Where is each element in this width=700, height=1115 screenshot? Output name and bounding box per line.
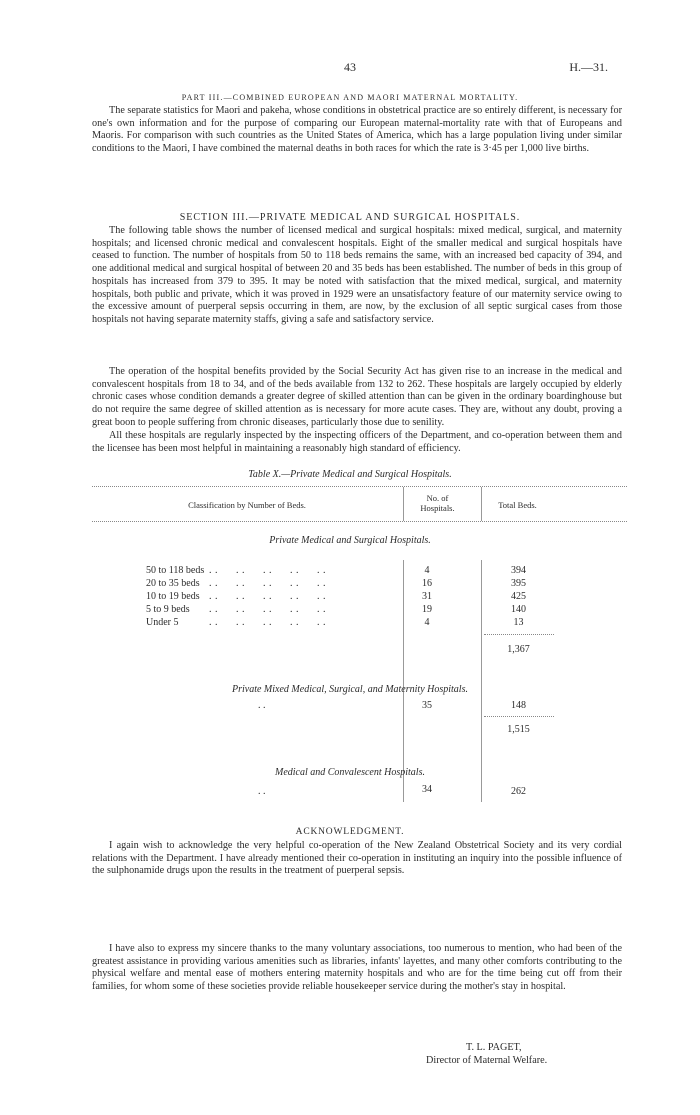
row-leader: . . . . . . . . . . <box>200 604 326 615</box>
row-hospitals: 4 <box>424 617 430 628</box>
table-top-rule <box>92 486 627 487</box>
signature-title: Director of Maternal Welfare. <box>426 1055 548 1066</box>
section-paragraph-1: The following table shows the number of licensed medical and surgical hospitals: mixed medical, surgical, and maternity hospitals; and licensed chronic medical and convalescent hospitals. Eight of the smaller medical and surgical hospitals have ceased to function. The number of hospitals from 50 to 118 beds remains the same, with an increased bed capacity of 394, and one additional medical and surgical hospital of between 20 and 35 beds has been established. The number of beds in this group of hospitals has increased from 379 to 395. It may be noted with satisfaction that the mixed medical, surgical, and maternity hospitals, both public and private, which it was proved in 1929 were an unsatisfactory feature of our maternity service owing to the excessive amount of puerperal sepsis occurring in them, are now, by the exclusion of all septic surgical cases from those hospitals not having separate maternity staffs, giving a safe and satisfactory service. <box>92 225 622 325</box>
row-label: 50 to 118 beds <box>146 565 205 576</box>
row-leader: . . . . . . . . . . <box>200 578 326 589</box>
section-paragraph-3: All these hospitals are regularly inspected by the inspecting officers of the Department, and co-operation between them and the licensee has been most helpful in maintaining a reasonably high standard of efficiency. <box>92 430 622 454</box>
row-hospitals: 19 <box>422 604 432 615</box>
col-sep-end-2 <box>481 780 482 802</box>
table-row <box>146 578 566 591</box>
row-beds: 394 <box>511 565 526 576</box>
header-hospitals: No. of Hospitals. <box>420 493 455 513</box>
acknowledgment-paragraph-1: I again wish to acknowledge the very helpful co-operation of the New Zealand Obstetrical Society and its very cordial relations with the Department. I have already mentioned their co-operation in instituting an inquiry into the possible influence of the sulphonamide drugs upon the results in the treatment of puerperal sepsis. <box>92 840 622 877</box>
group2-subtotal-rule <box>484 716 554 717</box>
table-row <box>146 617 566 630</box>
row-beds: 425 <box>511 591 526 602</box>
section-paragraph-2: The operation of the hospital benefits provided by the Social Security Act has given rise to an increase in the medical and convalescent hospitals from 18 to 34, and of the beds available from 132 to 262. These hospitals are largely occupied by elderly chronic cases whose condition demands a greater degree of skilled attention than can be given in the ordinary boardinghouse but do not require the same degree of skilled attention as is necessary for more acute cases. They are, without any doubt, proving a great boon to people suffering from chronic diseases, particularly those due to senility. <box>92 366 622 428</box>
group2-leader: . . <box>258 700 266 711</box>
table-row <box>146 604 566 617</box>
col-sep-2 <box>481 487 482 521</box>
group1-subtotal-rule <box>484 634 554 635</box>
signature-name: T. L. PAGET, <box>466 1042 522 1053</box>
table-caption: Table X.—Private Medical and Surgical Hospitals. <box>248 469 452 480</box>
row-beds: 395 <box>511 578 526 589</box>
document-reference: H.—31. <box>569 60 608 74</box>
acknowledgment-title: ACKNOWLEDGMENT. <box>295 827 405 837</box>
acknowledgment-paragraph-2: I have also to express my sincere thanks to the many voluntary associations, too numerous to mention, who had been of the greatest assistance in providing various amenities such as libraries, infants' layettes, and many other comforts contributing to the physical welfare and mental ease of mothers entering maternity hospitals and who are for the time being cut off from their families, for whom some of these societies provide reliable housekeeper service during the mother's stay in hospital. <box>92 943 622 993</box>
header-classification: Classification by Number of Beds. <box>188 500 306 510</box>
group2-title: Private Mixed Medical, Surgical, and Maternity Hospitals. <box>232 684 468 695</box>
group3-beds: 262 <box>511 786 526 797</box>
col-sep-end-1 <box>403 780 404 802</box>
row-leader: . . . . . . . . . . <box>200 591 326 602</box>
part-paragraph: The separate statistics for Maori and pakeha, whose conditions in obstetrical practice are so entirely different, is necessary for one's own information and for the purpose of comparing our European maternal-mortality rate with that of Europeans and Maoris. For comparison with such countries as the United States of America, which has a large population living under similar conditions to the Maori, I have combined the maternal deaths in both races for which the rate is 3·45 per 1,000 live births. <box>92 105 622 155</box>
row-beds: 140 <box>511 604 526 615</box>
row-label: 10 to 19 beds <box>146 591 200 602</box>
group1-title: Private Medical and Surgical Hospitals. <box>269 535 431 546</box>
group3-title: Medical and Convalescent Hospitals. <box>275 767 425 778</box>
header-total-beds: Total Beds. <box>498 500 537 510</box>
row-hospitals: 31 <box>422 591 432 602</box>
row-hospitals: 4 <box>424 565 430 576</box>
part-title: PART III.—COMBINED EUROPEAN AND MAORI MATERNAL MORTALITY. <box>181 93 519 102</box>
row-leader: . . . . . . . . . . <box>200 617 326 628</box>
section-title: SECTION III.—PRIVATE MEDICAL AND SURGICAL HOSPITALS. <box>179 212 521 223</box>
table-row <box>146 565 566 578</box>
group3-hospitals: 34 <box>422 784 432 795</box>
row-leader: . . . . . . . . . . <box>200 565 326 576</box>
row-label: 20 to 35 beds <box>146 578 200 589</box>
row-label: Under 5 <box>146 617 179 628</box>
table-header-rule <box>92 521 627 522</box>
group3-leader: . . <box>258 786 266 797</box>
table-row <box>146 591 566 604</box>
col-sep-1 <box>403 487 404 521</box>
page-number: 43 <box>344 60 356 74</box>
row-beds: 13 <box>513 617 524 628</box>
row-hospitals: 16 <box>422 578 432 589</box>
group1-total: 1,367 <box>507 644 530 655</box>
group2-hospitals: 35 <box>422 700 432 711</box>
group2-total: 1,515 <box>507 724 530 735</box>
row-label: 5 to 9 beds <box>146 604 190 615</box>
group2-beds: 148 <box>511 700 526 711</box>
